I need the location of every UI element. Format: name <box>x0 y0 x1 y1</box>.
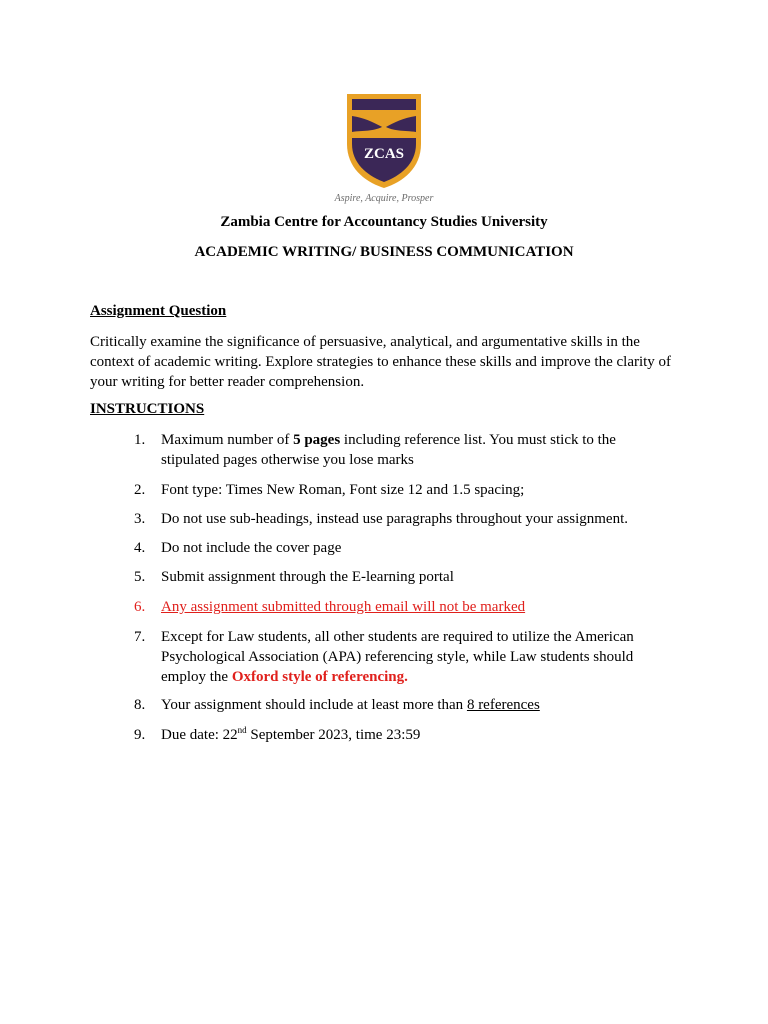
item-number: 5. <box>134 569 146 585</box>
instructions-heading: INSTRUCTIONS <box>90 401 205 417</box>
item-number: 3. <box>134 511 146 527</box>
item-text: Your assignment should include at least more than <box>161 697 467 713</box>
zcas-logo <box>343 92 425 190</box>
assignment-line-2: context of academic writing. Explore strategies to enhance these skills and improve the clarity of <box>90 354 672 370</box>
item-number: 6. <box>134 599 146 615</box>
university-name: Zambia Centre for Accountancy Studies University <box>220 214 548 230</box>
item-text: employ the <box>161 669 232 685</box>
logo-text: ZCAS <box>363 146 405 162</box>
assignment-line-3: your writing for better reader comprehension. <box>90 374 365 390</box>
assignment-question <box>90 332 690 392</box>
item-text: Do not include the cover page <box>161 540 342 556</box>
item-number: 7. <box>134 629 146 645</box>
item-text: including reference list. You must stick to the <box>340 432 616 448</box>
item-text: Except for Law students, all other students are required to utilize the American <box>161 629 634 645</box>
item-text: Psychological Association (APA) referencing style, while Law students should <box>161 649 634 665</box>
item-number: 8. <box>134 697 146 713</box>
item-text: Font type: Times New Roman, Font size 12 and 1.5 spacing; <box>161 482 525 498</box>
item-number: 2. <box>134 482 146 498</box>
item-text-warning: Any assignment submitted through email will not be marked <box>161 599 526 615</box>
item-number: 1. <box>134 432 146 448</box>
item-text-bold: 5 pages <box>293 432 341 448</box>
item-text-highlight: Oxford style of referencing. <box>231 669 408 685</box>
item-text: Do not use sub-headings, instead use paragraphs throughout your assignment. <box>161 511 628 527</box>
assignment-line-1: Critically examine the significance of persuasive, analytical, and argumentative skills in the <box>90 334 640 350</box>
assignment-heading: Assignment Question <box>90 303 227 319</box>
item-number: 9. <box>134 727 146 743</box>
item-text: Submit assignment through the E-learning portal <box>161 569 454 585</box>
item-text: Maximum number of <box>161 432 294 448</box>
item-text-underlined: 8 references <box>466 697 540 713</box>
course-title: ACADEMIC WRITING/ BUSINESS COMMUNICATION <box>194 244 574 260</box>
logo-tagline: Aspire, Acquire, Prosper <box>334 193 434 204</box>
item-text: September 2023, time 23:59 <box>246 727 421 743</box>
item-number: 4. <box>134 540 146 556</box>
item-superscript: nd <box>237 725 247 735</box>
item-text: Due date: 22 <box>161 727 238 743</box>
item-text: stipulated pages otherwise you lose marks <box>161 452 414 468</box>
